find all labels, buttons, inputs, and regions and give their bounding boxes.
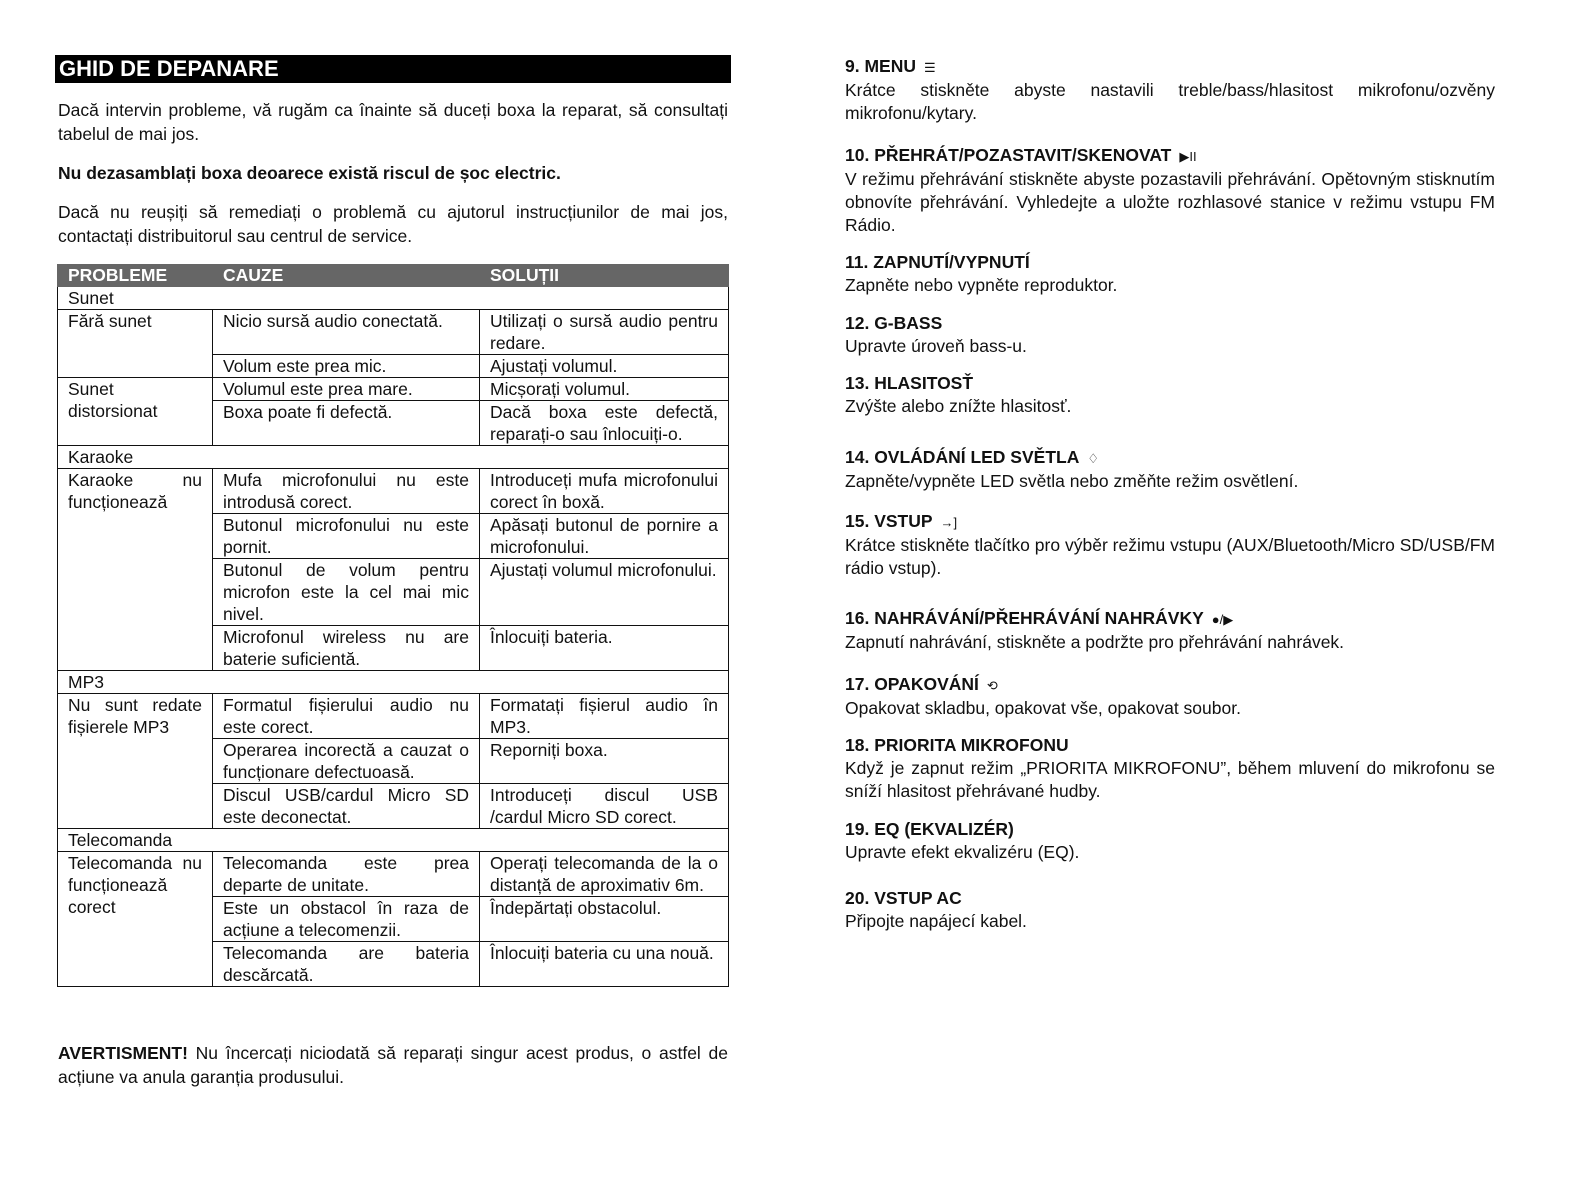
cause-cell: Formatul fișierului audio nu este corect. — [213, 694, 480, 739]
manual-item — [845, 312, 1495, 358]
item-heading — [845, 607, 1495, 631]
item-heading-text: 12. G-BASS — [845, 313, 943, 333]
manual-item — [845, 144, 1495, 237]
cause-cell: Telecomanda are bateria descărcată. — [213, 942, 480, 987]
solution-cell: Introduceți mufa microfonului corect în boxă. — [480, 469, 729, 514]
header-problems: PROBLEME — [58, 265, 213, 287]
table-row — [58, 469, 729, 514]
item-heading — [845, 144, 1495, 168]
item-heading — [845, 510, 1495, 534]
table-row — [58, 310, 729, 355]
final-warning-text: Nu încercați niciodată să reparați singur acest produs, o astfel de acțiune va anula garanția produsului. — [58, 1043, 728, 1087]
cause-cell: Mufa microfonului nu este introdusă corect. — [213, 469, 480, 514]
section-title: Telecomanda — [58, 829, 729, 852]
item-heading — [845, 673, 1495, 697]
solution-cell: Înlocuiți bateria cu una nouă. — [480, 942, 729, 987]
solution-cell: Dacă boxa este defectă, reparați-o sau înlocuiți-o. — [480, 401, 729, 446]
item-heading-text: 18. PRIORITA MIKROFONU — [845, 735, 1069, 755]
item-description: Zapněte nebo vypněte reproduktor. — [845, 275, 1118, 295]
final-warning-label: AVERTISMENT! — [58, 1043, 188, 1063]
item-heading — [845, 818, 1495, 841]
item-heading-text: 17. OPAKOVÁNÍ — [845, 674, 979, 694]
cause-cell: Operarea incorectă a cauzat o funcționare defectuoasă. — [213, 739, 480, 784]
manual-item — [845, 673, 1495, 720]
section-row — [58, 671, 729, 694]
item-heading-text: 19. EQ (EKVALIZÉR) — [845, 819, 1014, 839]
cause-cell: Volum este prea mic. — [213, 355, 480, 378]
item-heading — [845, 446, 1495, 470]
item-description: Upravte efekt ekvalizéru (EQ). — [845, 842, 1080, 862]
troubleshooting-table — [57, 264, 729, 987]
item-description: V režimu přehrávání stiskněte abyste pozastavili přehrávání. Opětovným stisknutím obnovíte přehrávání. Vyhledejte a uložte rozhlasové stanice v režimu vstupu FM Rádio. — [845, 169, 1495, 235]
cause-cell: Microfonul wireless nu are baterie suficientă. — [213, 626, 480, 671]
cause-cell: Este un obstacol în raza de acțiune a telecomenzii. — [213, 897, 480, 942]
solution-cell: Formatați fișierul audio în MP3. — [480, 694, 729, 739]
play-pause-icon: ▶II — [1179, 149, 1197, 164]
item-heading-text: 10. PŘEHRÁT/POZASTAVIT/SKENOVAT — [845, 145, 1172, 165]
solution-cell: Operați telecomanda de la o distanță de aproximativ 6m. — [480, 852, 729, 897]
item-heading — [845, 312, 1495, 335]
section-row — [58, 829, 729, 852]
item-heading — [845, 372, 1495, 395]
cause-cell: Butonul microfonului nu este pornit. — [213, 514, 480, 559]
final-warning — [58, 1041, 728, 1089]
solution-cell: Reporniți boxa. — [480, 739, 729, 784]
table-row — [58, 852, 729, 897]
manual-item — [845, 818, 1495, 864]
section-title: MP3 — [58, 671, 729, 694]
item-description: Krátce stiskněte abyste nastavili treble/bass/hlasitost mikrofonu/ozvěny mikrofonu/kytary. — [845, 80, 1495, 123]
safety-warning: Nu dezasamblați boxa deoarece există riscul de șoc electric. — [58, 163, 561, 183]
item-description: Připojte napájecí kabel. — [845, 911, 1027, 931]
section-row — [58, 446, 729, 469]
table-row — [58, 378, 729, 401]
item-description: Zapněte/vypněte LED světla nebo změňte režim osvětlení. — [845, 471, 1299, 491]
header-solutions: SOLUȚII — [480, 265, 729, 287]
item-heading — [845, 887, 1495, 910]
item-heading-text: 13. HLASITOSŤ — [845, 373, 974, 393]
item-description: Krátce stiskněte tlačítko pro výběr režimu vstupu (AUX/Bluetooth/Micro SD/USB/FM rádio vstup). — [845, 535, 1495, 578]
table-header-row — [58, 265, 729, 287]
manual-item — [845, 251, 1495, 297]
manual-item — [845, 55, 1495, 125]
item-heading-text: 11. ZAPNUTÍ/VYPNUTÍ — [845, 252, 1030, 272]
problem-cell: Sunet distorsionat — [58, 378, 213, 446]
menu-icon: ☰ — [923, 60, 936, 75]
item-description: Opakovat skladbu, opakovat vše, opakovat soubor. — [845, 698, 1241, 718]
item-description: Zapnutí nahrávání, stiskněte a podržte pro přehrávání nahrávek. — [845, 632, 1345, 652]
intro-paragraph: Dacă intervin probleme, vă rugăm ca înainte să duceți boxa la reparat, să consultați tabelul de mai jos. — [58, 100, 728, 144]
solution-cell: Îndepărtați obstacolul. — [480, 897, 729, 942]
cause-cell: Volumul este prea mare. — [213, 378, 480, 401]
item-description: Zvýšte alebo znížte hlasitosť. — [845, 396, 1072, 416]
solution-cell: Ajustați volumul microfonului. — [480, 559, 729, 626]
cause-cell: Telecomanda este prea departe de unitate. — [213, 852, 480, 897]
cause-cell: Boxa poate fi defectă. — [213, 401, 480, 446]
item-heading — [845, 55, 1495, 79]
cause-cell: Butonul de volum pentru microfon este la cel mai mic nivel. — [213, 559, 480, 626]
problem-cell: Karaoke nu funcționează — [58, 469, 213, 671]
solution-cell: Micșorați volumul. — [480, 378, 729, 401]
solution-cell: Înlocuiți bateria. — [480, 626, 729, 671]
problem-cell: Nu sunt redate fișierele MP3 — [58, 694, 213, 829]
section-title: Sunet — [58, 287, 729, 310]
manual-item — [845, 510, 1495, 580]
manual-item — [845, 734, 1495, 803]
problem-cell: Fără sunet — [58, 310, 213, 378]
contact-paragraph: Dacă nu reușiți să remediați o problemă cu ajutorul instrucțiunilor de mai jos, contactați distribuitorul sau centrul de service. — [58, 202, 728, 246]
manual-item — [845, 887, 1495, 933]
cause-cell: Discul USB/cardul Micro SD este deconectat. — [213, 784, 480, 829]
solution-cell: Apăsați butonul de pornire a microfonului. — [480, 514, 729, 559]
problem-cell: Telecomanda nu funcționează corect — [58, 852, 213, 987]
item-heading — [845, 251, 1495, 274]
light-bulb-icon: ♢ — [1087, 451, 1099, 466]
repeat-icon: ⟲ — [986, 678, 998, 693]
manual-item — [845, 446, 1495, 493]
input-icon: →] — [940, 515, 958, 530]
item-heading-text: 16. NAHRÁVÁNÍ/PŘEHRÁVÁNÍ NAHRÁVKY — [845, 608, 1204, 628]
item-heading-text: 15. VSTUP — [845, 511, 933, 531]
section-title: Karaoke — [58, 446, 729, 469]
table-row — [58, 694, 729, 739]
solution-cell: Utilizați o sursă audio pentru redare. — [480, 310, 729, 355]
item-heading-text: 14. OVLÁDÁNÍ LED SVĚTLA — [845, 447, 1080, 467]
cause-cell: Nicio sursă audio conectată. — [213, 310, 480, 355]
solution-cell: Introduceți discul USB /cardul Micro SD corect. — [480, 784, 729, 829]
item-description: Upravte úroveň bass-u. — [845, 336, 1027, 356]
header-causes: CAUZE — [213, 265, 480, 287]
solution-cell: Ajustați volumul. — [480, 355, 729, 378]
manual-item — [845, 607, 1495, 654]
item-description: Když je zapnut režim „PRIORITA MIKROFONU”, během mluvení do mikrofonu se sníží hlasitost přehrávané hudby. — [845, 758, 1495, 801]
item-heading-text: 20. VSTUP AC — [845, 888, 962, 908]
item-heading-text: 9. MENU — [845, 56, 916, 76]
manual-item — [845, 372, 1495, 418]
section-row — [58, 287, 729, 310]
item-heading — [845, 734, 1495, 757]
page-title: GHID DE DEPANARE — [55, 55, 731, 83]
record-play-icon: ●/▶ — [1211, 612, 1234, 627]
